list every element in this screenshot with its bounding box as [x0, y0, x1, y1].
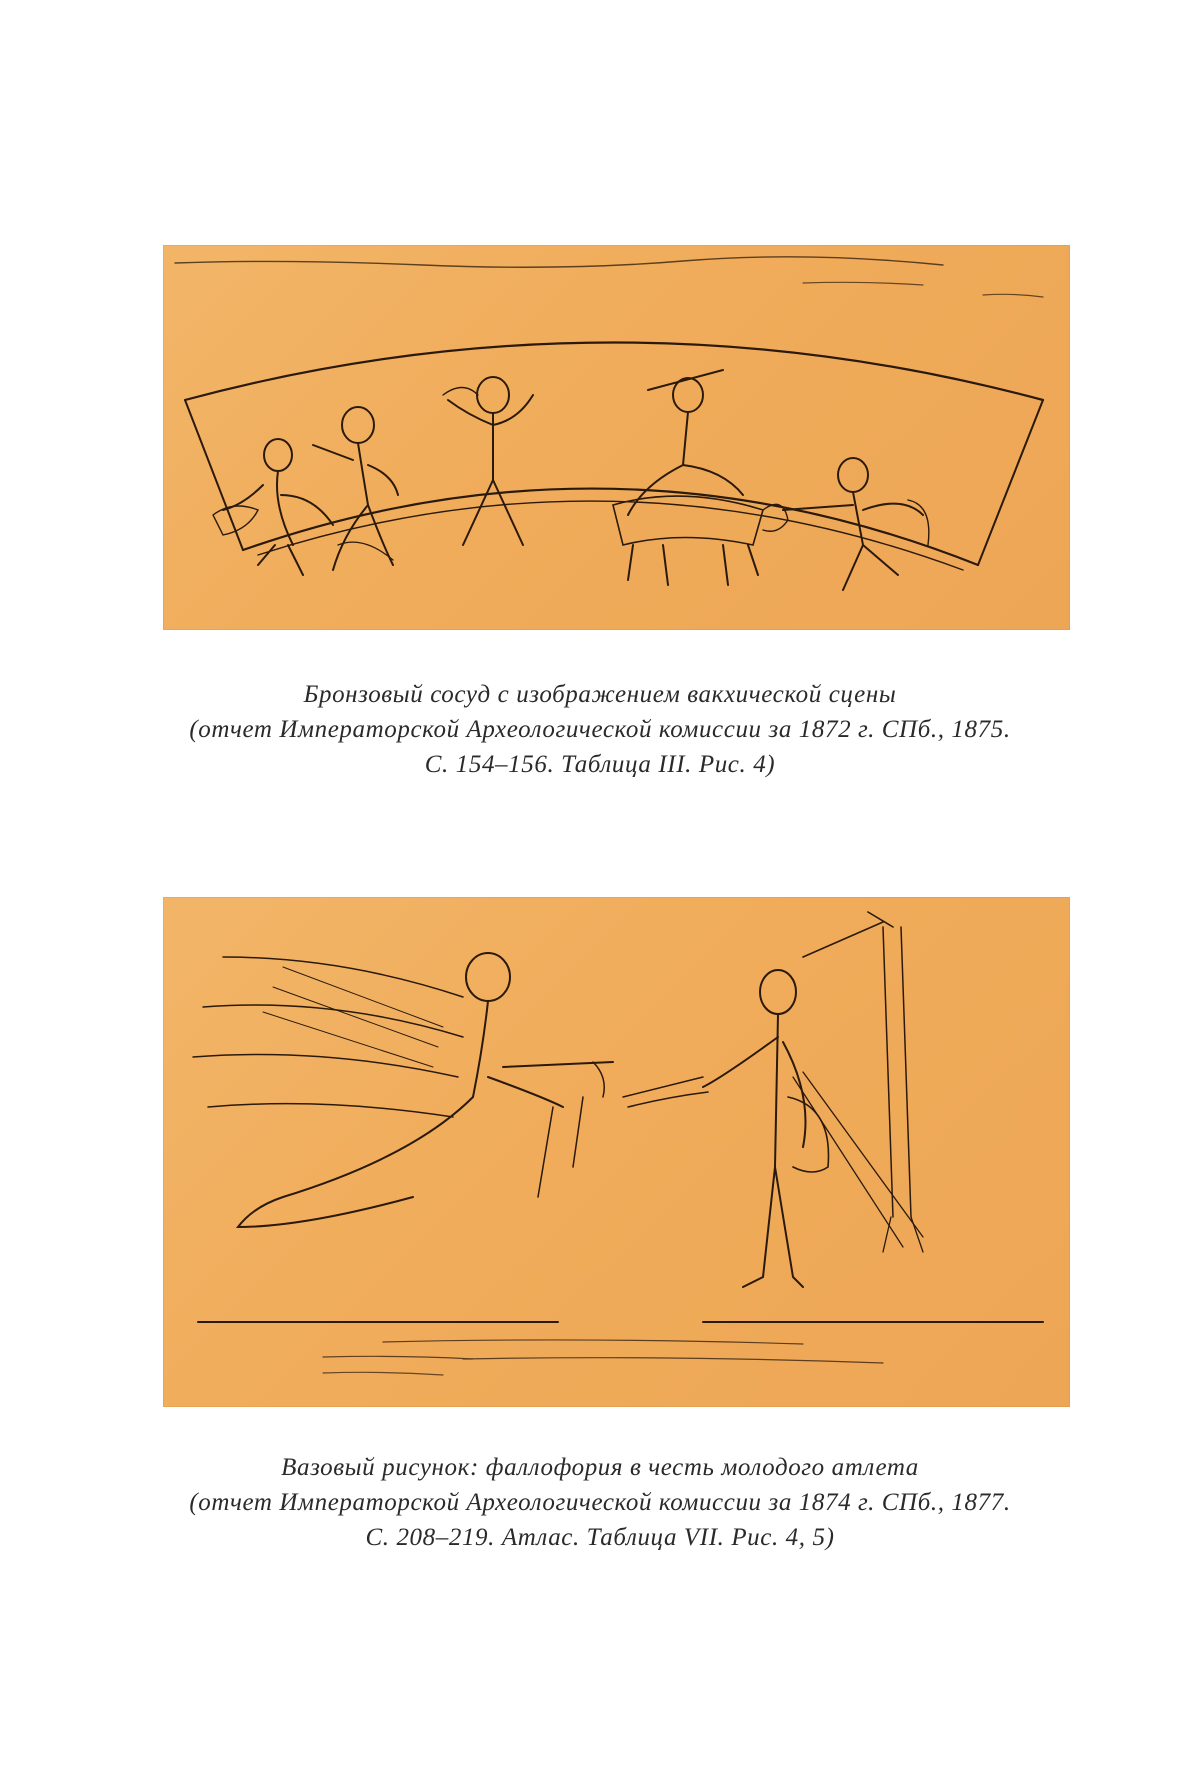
- caption-line: Бронзовый сосуд с изображением вакхической сцены: [303, 681, 897, 708]
- caption-line: Вазовый рисунок: фаллофория в честь молодого атлета: [281, 1454, 919, 1481]
- caption-line: С. 154–156. Таблица III. Рис. 4): [424, 751, 776, 778]
- bronze-vessel-drawing: [163, 245, 1070, 630]
- figure-caption-2: [150, 1450, 1050, 1555]
- vase-sketch: [163, 897, 1070, 1407]
- vase-drawing: [163, 897, 1070, 1407]
- caption-line: (отчет Императорской Археологической комиссии за 1874 г. СПб., 1877.: [189, 1489, 1011, 1516]
- figure-caption-1: [150, 677, 1050, 782]
- caption-line: (отчет Императорской Археологической комиссии за 1872 г. СПб., 1875.: [189, 716, 1011, 743]
- bronze-vessel-sketch: [163, 245, 1070, 630]
- caption-line: С. 208–219. Атлас. Таблица VII. Рис. 4, 5): [365, 1524, 835, 1551]
